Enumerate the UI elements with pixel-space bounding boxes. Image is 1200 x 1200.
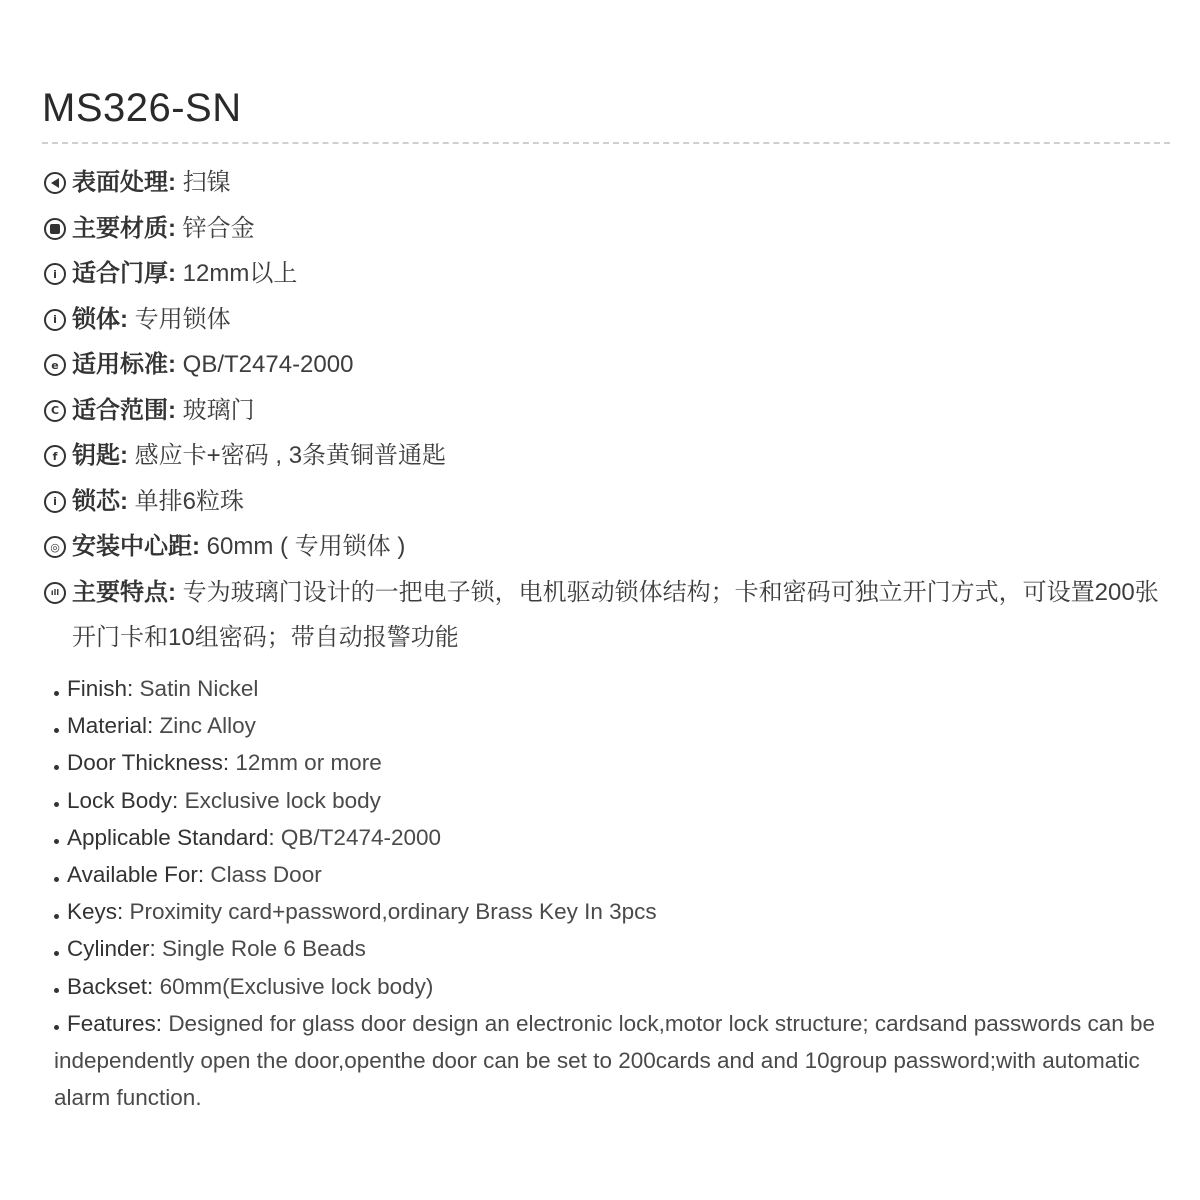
cn-spec-label: 表面处理: — [72, 169, 176, 196]
en-spec-label: Finish: — [67, 676, 134, 701]
cn-spec-label: 主要特点: — [72, 578, 176, 606]
title-divider — [42, 142, 1170, 144]
en-spec-standard — [54, 819, 1164, 856]
cn-spec-label: 主要材质: — [72, 214, 176, 242]
cn-spec-door-thickness — [44, 251, 1174, 297]
en-spec-label: Door Thickness: — [67, 750, 230, 776]
en-spec-value: Single Role 6 Beads — [162, 936, 366, 962]
cn-spec-value: 单排6粒珠 — [134, 487, 245, 515]
standard-icon: e — [44, 354, 66, 376]
cn-spec-value: QB/T2474-2000 — [182, 351, 354, 378]
cn-spec-value: 扫镍 — [182, 169, 231, 196]
cn-spec-key — [44, 433, 1174, 479]
bullet-icon — [54, 914, 59, 919]
cn-spec-label: 适合范围: — [72, 396, 176, 424]
lock-body-icon: i — [44, 309, 66, 331]
en-spec-label: Keys: — [67, 899, 124, 925]
cn-spec-standard — [44, 342, 1174, 388]
cn-spec-features — [44, 570, 1174, 661]
cylinder-icon: i — [44, 491, 66, 513]
en-spec-value: Class Door — [210, 862, 322, 888]
cn-spec-value: 60mm ( 专用锁体 ) — [206, 533, 406, 560]
cn-spec-value: 专用锁体 — [134, 305, 231, 333]
key-icon: f — [44, 445, 66, 467]
bullet-icon — [54, 839, 59, 844]
en-spec-value: QB/T2474-2000 — [280, 824, 442, 850]
en-spec-value: 12mm or more — [235, 750, 382, 776]
cn-spec-value: 12mm以上 — [182, 260, 298, 287]
cn-spec-range — [44, 388, 1174, 434]
chinese-spec-list — [44, 160, 1174, 661]
cn-spec-value: 锌合金 — [182, 214, 255, 242]
bullet-icon — [54, 802, 59, 807]
bullet-icon — [54, 877, 59, 882]
cn-spec-value: 感应卡+密码 , 3条黄铜普通匙 — [134, 442, 447, 469]
en-spec-keys — [54, 893, 1164, 930]
en-spec-lock-body — [54, 782, 1164, 819]
en-spec-value: Designed for glass door design an electronic lock,motor lock structure; cardsand passwords can be independently open the door,openthe door can be set to 200cards and and 10group password;with automatic alarm function. — [54, 1010, 1156, 1111]
cn-spec-value: 玻璃门 — [182, 396, 255, 424]
en-spec-value: Proximity card+password,ordinary Brass Key In 3pcs — [129, 899, 657, 925]
en-spec-available-for — [54, 856, 1164, 893]
en-spec-backset — [54, 968, 1164, 1005]
backset-icon: ◎ — [44, 536, 66, 558]
en-spec-label: Lock Body: — [67, 787, 179, 813]
en-spec-value: Exclusive lock body — [184, 787, 381, 813]
door-thickness-icon: i — [44, 263, 66, 285]
cn-spec-label: 安装中心距: — [72, 533, 200, 560]
en-spec-value: 60mm(Exclusive lock body) — [159, 973, 434, 999]
en-spec-label: Available For: — [67, 862, 205, 888]
bullet-icon — [54, 728, 59, 733]
bullet-icon — [54, 951, 59, 956]
cn-spec-finish — [44, 160, 1174, 206]
cn-spec-cylinder — [44, 479, 1174, 525]
bullet-icon — [54, 691, 59, 696]
cn-spec-label: 锁体: — [72, 305, 128, 333]
cn-spec-label: 适用标准: — [72, 351, 176, 378]
cn-spec-lock-body — [44, 297, 1174, 343]
range-icon: C — [44, 400, 66, 422]
product-title: MS326-SN — [42, 86, 242, 130]
en-spec-value: Satin Nickel — [139, 676, 259, 701]
cn-spec-material — [44, 206, 1174, 252]
bullet-icon — [54, 988, 59, 993]
cn-spec-value: 专为玻璃门设计的一把电子锁，电机驱动锁体结构；卡和密码可独立开门方式，可设置200张开门卡和10组密码；带自动报警功能 — [72, 578, 1159, 651]
en-spec-label: Applicable Standard: — [67, 824, 275, 850]
bullet-icon — [54, 1025, 59, 1030]
en-spec-label: Features: — [67, 1010, 163, 1036]
en-spec-material — [54, 707, 1164, 744]
cn-spec-label: 适合门厚: — [72, 260, 176, 287]
en-spec-label: Cylinder: — [67, 936, 156, 962]
en-spec-label: Backset: — [67, 973, 154, 999]
en-spec-door-thickness — [54, 744, 1164, 781]
en-spec-features — [54, 1005, 1164, 1117]
en-spec-finish — [54, 670, 1164, 707]
cn-spec-backset — [44, 524, 1174, 570]
features-icon: ıll — [44, 582, 66, 604]
cn-spec-label: 钥匙: — [72, 442, 128, 469]
en-spec-label: Material: — [67, 713, 154, 739]
en-spec-value: Zinc Alloy — [159, 713, 256, 739]
bullet-icon — [54, 765, 59, 770]
material-icon — [44, 218, 66, 240]
cn-spec-label: 锁芯: — [72, 487, 128, 515]
finish-icon — [44, 172, 66, 194]
english-spec-list — [54, 670, 1164, 1116]
en-spec-cylinder — [54, 930, 1164, 967]
